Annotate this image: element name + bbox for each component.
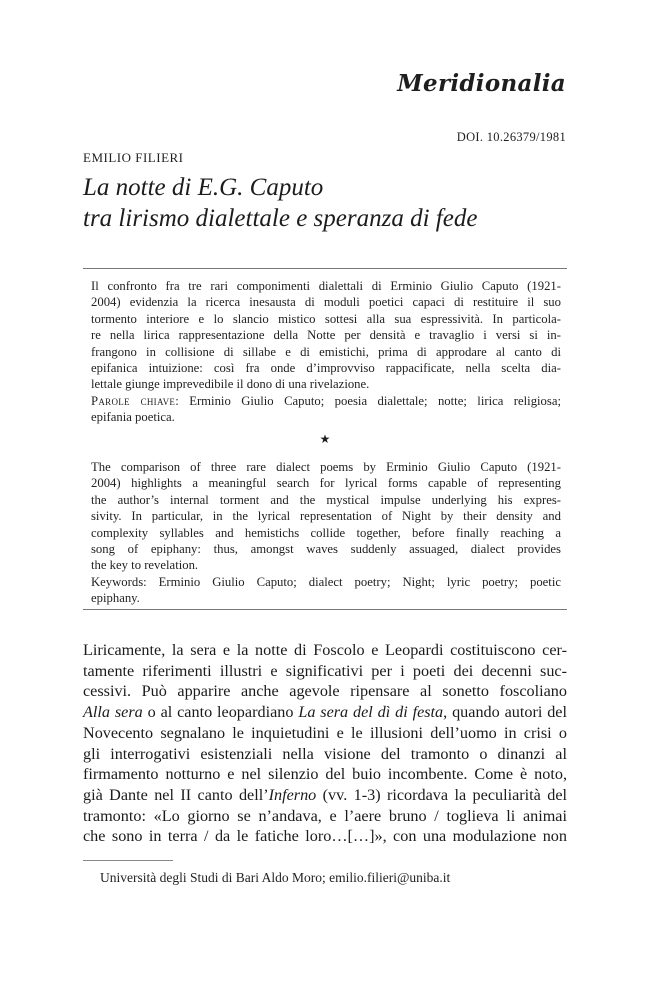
body-fragment: , quando autori del <box>443 703 567 722</box>
abstract-box <box>83 268 567 610</box>
abstract-line: tormento interiore e lo slancio mistico sottesi alla sua espressività. In particola- <box>91 311 561 326</box>
work-title: Inferno <box>268 785 317 804</box>
abstract-english <box>91 459 561 607</box>
work-title: Alla sera <box>83 703 143 722</box>
abstract-line: re nella lirica rappresentazione della Notte per densità e travaglio i versi si in- <box>91 328 561 343</box>
doi: DOI. 10.26379/1981 <box>456 130 566 144</box>
keywords-line: epifania poetica. <box>91 410 175 425</box>
keywords-italian: Parole chiave: Erminio Giulio Caputo; poesia dialettale; notte; lirica religiosa; <box>91 393 561 408</box>
abstract-line: 2004) highlights a meaningful search for lyrical forms capable of representing <box>91 476 561 491</box>
work-title: La sera del dì di festa <box>298 703 444 722</box>
footnote-rule <box>83 860 173 861</box>
title-line: La notte di E.G. Caputo <box>83 174 324 201</box>
abstract-line: frangono in collisione di sillabe e di emistichi, prima di approdare al canto di <box>91 344 561 359</box>
title-line: tra lirismo dialettale e speranza di fede <box>83 205 478 232</box>
body-line <box>83 785 567 806</box>
body-line: cessivi. Può apparire anche agevole ripensare al sonetto foscoliano <box>83 682 567 701</box>
journal-name: Meridionalia <box>397 70 566 97</box>
keywords-label: Parole chiave <box>91 393 176 408</box>
abstract-line: epifanica intuizione: così fra onde d’improvviso rappacificate, nella scelta dia- <box>91 361 561 376</box>
abstract-line: sivity. In particular, in the lyrical representation of Night by their density and <box>91 509 561 524</box>
author-name: EMILIO FILIERI <box>83 150 184 165</box>
body-line: che sono in terra / da le fatiche loro…[…]», con una modulazione non <box>83 827 567 846</box>
abstract-line: 2004) evidenzia la ricerca inesausta di moduli poetici capaci di restituire il suo <box>91 295 561 310</box>
abstract-line: the author’s internal torment and the mystical impulse underlying his expres- <box>91 492 561 507</box>
body-line: tramonto: «Lo giorno se n’andava, e l’aere bruno / toglieva li animai <box>83 806 567 825</box>
abstract-line: Il confronto fra tre rari componimenti dialettali di Erminio Giulio Caputo (1921- <box>91 279 561 293</box>
author-affiliation-footnote: Università degli Studi di Bari Aldo Moro; emilio.filieri@uniba.it <box>100 870 451 885</box>
body-paragraph <box>83 640 567 847</box>
body-line: Liricamente, la sera e la notte di Foscolo e Leopardi costituiscono cer- <box>83 641 567 659</box>
abstract-line: lettale giunge imprevedibile il dono di una rivelazione. <box>91 377 370 392</box>
article-title <box>83 172 573 234</box>
body-line: gli interrogativi esistenziali nella visione del tramonto o dinanzi al <box>83 744 567 763</box>
body-fragment: o al canto leopardiano <box>142 703 299 722</box>
abstract-line: The comparison of three rare dialect poems by Erminio Giulio Caputo (1921- <box>91 460 561 474</box>
body-fragment: già Dante nel II canto dell’ <box>83 785 269 804</box>
abstract-italian <box>91 278 561 426</box>
body-fragment: (vv. 1-3) ricordava la peculiarità del <box>316 785 568 804</box>
abstract-line: complexity syllables and hemistichs collide together, before finally reaching a <box>91 525 561 540</box>
separator-star: ★ <box>319 432 331 446</box>
abstract-line: song of epiphany: thus, amongst waves suddenly assuaged, dialect provides <box>91 542 561 557</box>
body-line: tamente riferimenti illustri e significativi per i poeti dei decenni suc- <box>83 661 567 680</box>
abstract-line: the key to revelation. <box>91 558 199 573</box>
body-line: Novecento segnalano le inquietudini e le illusioni dell’uomo in crisi o <box>83 723 567 742</box>
keywords-text: Erminio Giulio Caputo; poesia dialettale; notte; lirica religiosa; <box>189 393 561 408</box>
body-line: firmamento notturno e nel silenzio del buio incombente. Come è noto, <box>83 765 567 784</box>
keywords-english: Keywords: Erminio Giulio Caputo; dialect poetry; Night; lyric poetry; poetic <box>91 574 561 589</box>
body-line <box>83 702 567 723</box>
keywords-line: epiphany. <box>91 591 140 606</box>
